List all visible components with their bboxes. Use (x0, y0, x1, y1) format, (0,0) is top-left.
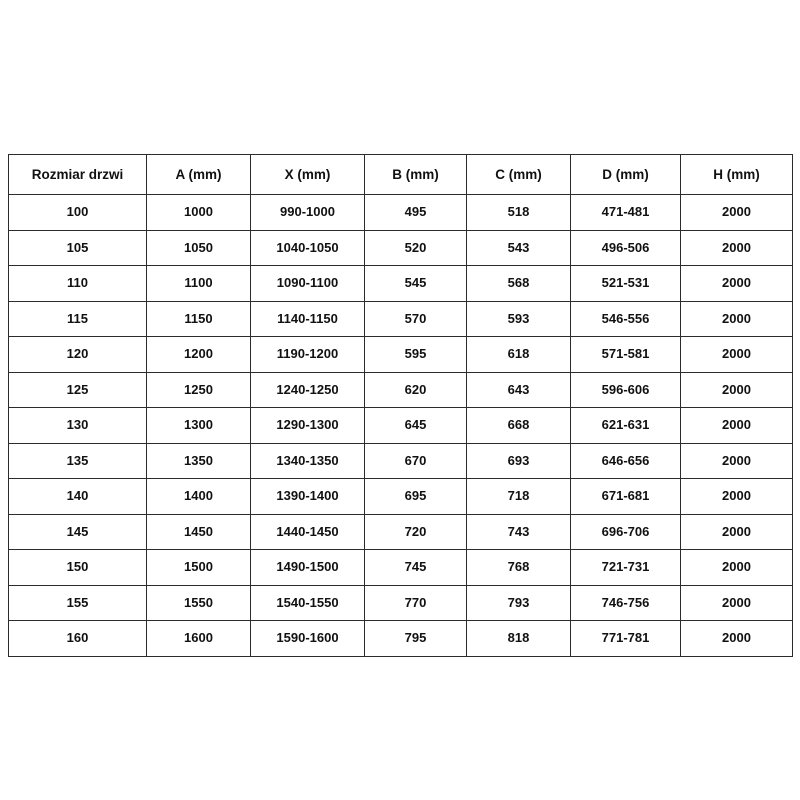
cell-d: 671-681 (571, 479, 681, 515)
cell-size: 135 (9, 443, 147, 479)
cell-h: 2000 (681, 550, 793, 586)
cell-x: 1140-1150 (251, 301, 365, 337)
column-header-d: D (mm) (571, 155, 681, 195)
cell-c: 568 (467, 266, 571, 302)
cell-h: 2000 (681, 514, 793, 550)
cell-c: 768 (467, 550, 571, 586)
cell-d: 646-656 (571, 443, 681, 479)
column-header-b: B (mm) (365, 155, 467, 195)
cell-x: 1390-1400 (251, 479, 365, 515)
cell-d: 496-506 (571, 230, 681, 266)
cell-x: 1240-1250 (251, 372, 365, 408)
cell-a: 1350 (147, 443, 251, 479)
cell-h: 2000 (681, 372, 793, 408)
table-row (9, 301, 793, 337)
cell-size: 110 (9, 266, 147, 302)
cell-c: 593 (467, 301, 571, 337)
table-row (9, 443, 793, 479)
cell-a: 1100 (147, 266, 251, 302)
cell-d: 721-731 (571, 550, 681, 586)
table-body (9, 195, 793, 657)
column-header-x: X (mm) (251, 155, 365, 195)
cell-size: 100 (9, 195, 147, 231)
cell-b: 645 (365, 408, 467, 444)
cell-d: 771-781 (571, 621, 681, 657)
cell-a: 1200 (147, 337, 251, 373)
cell-b: 620 (365, 372, 467, 408)
cell-h: 2000 (681, 621, 793, 657)
cell-size: 155 (9, 585, 147, 621)
cell-b: 520 (365, 230, 467, 266)
cell-d: 471-481 (571, 195, 681, 231)
cell-h: 2000 (681, 195, 793, 231)
cell-size: 120 (9, 337, 147, 373)
cell-x: 1440-1450 (251, 514, 365, 550)
cell-d: 546-556 (571, 301, 681, 337)
table-row (9, 479, 793, 515)
cell-a: 1500 (147, 550, 251, 586)
cell-size: 140 (9, 479, 147, 515)
table-row (9, 550, 793, 586)
cell-size: 105 (9, 230, 147, 266)
cell-a: 1000 (147, 195, 251, 231)
door-size-spec-table (8, 154, 793, 657)
cell-size: 145 (9, 514, 147, 550)
cell-d: 621-631 (571, 408, 681, 444)
cell-h: 2000 (681, 408, 793, 444)
cell-size: 130 (9, 408, 147, 444)
table-header-row (9, 155, 793, 195)
cell-x: 1040-1050 (251, 230, 365, 266)
cell-b: 670 (365, 443, 467, 479)
table-row (9, 337, 793, 373)
cell-d: 596-606 (571, 372, 681, 408)
cell-h: 2000 (681, 266, 793, 302)
cell-a: 1250 (147, 372, 251, 408)
cell-b: 595 (365, 337, 467, 373)
table-header (9, 155, 793, 195)
cell-x: 1290-1300 (251, 408, 365, 444)
cell-x: 990-1000 (251, 195, 365, 231)
cell-h: 2000 (681, 230, 793, 266)
table-row (9, 514, 793, 550)
cell-h: 2000 (681, 479, 793, 515)
cell-c: 643 (467, 372, 571, 408)
column-header-c: C (mm) (467, 155, 571, 195)
cell-b: 545 (365, 266, 467, 302)
cell-c: 518 (467, 195, 571, 231)
cell-x: 1490-1500 (251, 550, 365, 586)
cell-h: 2000 (681, 301, 793, 337)
table-row (9, 230, 793, 266)
cell-size: 125 (9, 372, 147, 408)
cell-b: 570 (365, 301, 467, 337)
cell-b: 795 (365, 621, 467, 657)
cell-b: 770 (365, 585, 467, 621)
cell-x: 1340-1350 (251, 443, 365, 479)
cell-a: 1400 (147, 479, 251, 515)
column-header-a: A (mm) (147, 155, 251, 195)
cell-x: 1190-1200 (251, 337, 365, 373)
cell-b: 745 (365, 550, 467, 586)
cell-b: 495 (365, 195, 467, 231)
cell-h: 2000 (681, 585, 793, 621)
cell-size: 150 (9, 550, 147, 586)
cell-a: 1050 (147, 230, 251, 266)
cell-d: 521-531 (571, 266, 681, 302)
cell-d: 696-706 (571, 514, 681, 550)
cell-a: 1600 (147, 621, 251, 657)
cell-c: 618 (467, 337, 571, 373)
cell-size: 160 (9, 621, 147, 657)
column-header-rozmiar-drzwi: Rozmiar drzwi (9, 155, 147, 195)
cell-h: 2000 (681, 337, 793, 373)
cell-d: 571-581 (571, 337, 681, 373)
cell-x: 1090-1100 (251, 266, 365, 302)
cell-a: 1450 (147, 514, 251, 550)
cell-c: 718 (467, 479, 571, 515)
cell-x: 1540-1550 (251, 585, 365, 621)
cell-b: 720 (365, 514, 467, 550)
cell-c: 743 (467, 514, 571, 550)
cell-c: 543 (467, 230, 571, 266)
cell-a: 1300 (147, 408, 251, 444)
cell-d: 746-756 (571, 585, 681, 621)
table-row (9, 408, 793, 444)
cell-a: 1550 (147, 585, 251, 621)
table-row (9, 585, 793, 621)
column-header-h: H (mm) (681, 155, 793, 195)
table-row (9, 195, 793, 231)
cell-x: 1590-1600 (251, 621, 365, 657)
table-row (9, 621, 793, 657)
cell-h: 2000 (681, 443, 793, 479)
cell-c: 668 (467, 408, 571, 444)
spec-table-container (8, 154, 792, 657)
cell-c: 818 (467, 621, 571, 657)
cell-c: 793 (467, 585, 571, 621)
table-row (9, 266, 793, 302)
table-row (9, 372, 793, 408)
cell-b: 695 (365, 479, 467, 515)
cell-size: 115 (9, 301, 147, 337)
cell-c: 693 (467, 443, 571, 479)
cell-a: 1150 (147, 301, 251, 337)
